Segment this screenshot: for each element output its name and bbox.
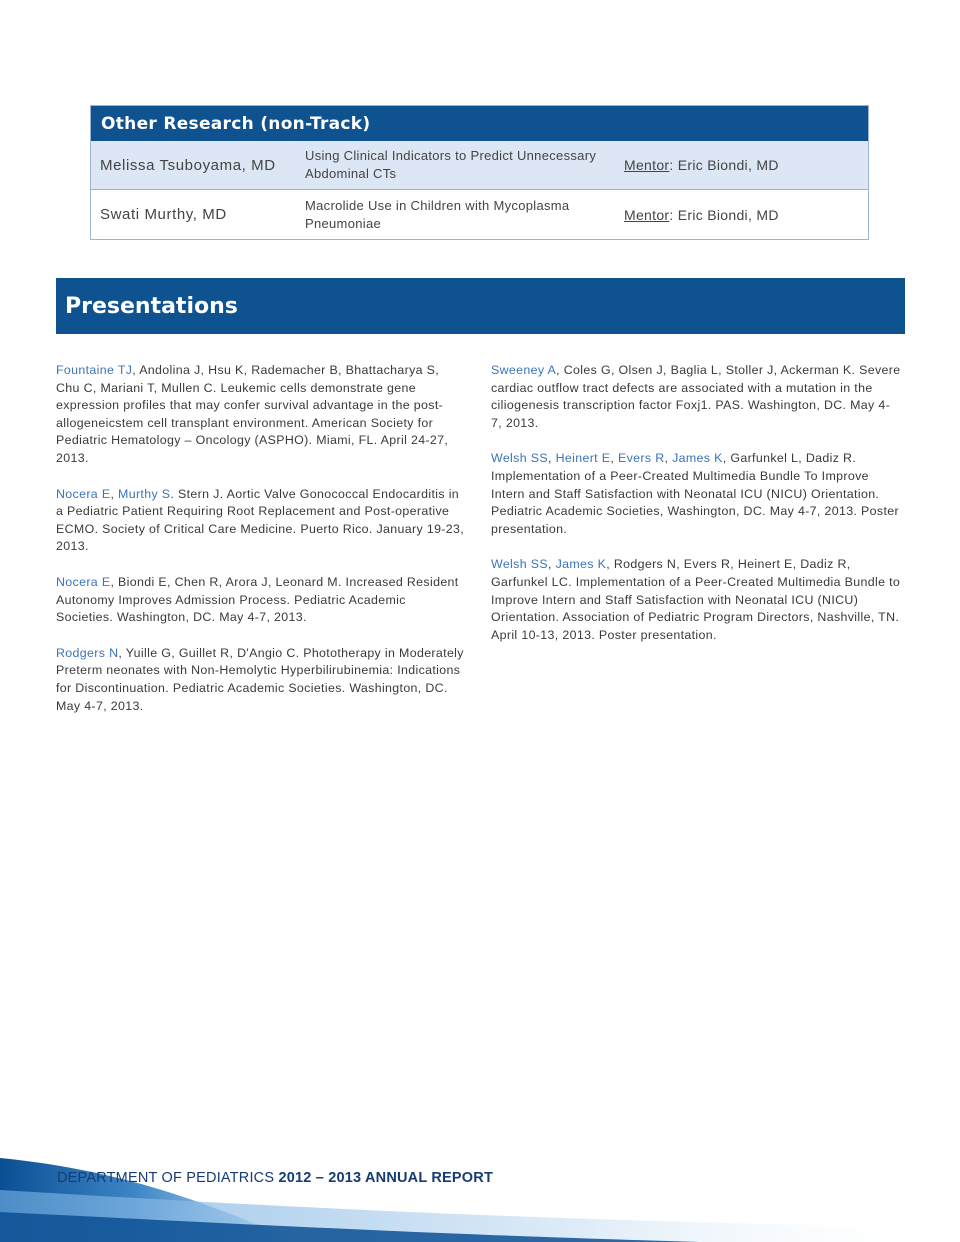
- author-link[interactable]: James K: [672, 451, 723, 466]
- footer-wave-graphic: [0, 1150, 960, 1242]
- author-link[interactable]: Welsh SS: [491, 451, 548, 466]
- mentor-label: Mentor: [624, 157, 670, 173]
- mentor-name: : Eric Biondi, MD: [669, 206, 779, 223]
- citation: [56, 574, 466, 627]
- author-link[interactable]: James K: [555, 557, 607, 572]
- citation: [56, 645, 466, 715]
- citation-text: , Garfunkel L, Dadiz R. Implementation of a Peer-Created Multimedia Bundle To Improve Intern and Staff Satisfaction with Neonatal ICU (NICU) Orientation. Pediatric Academic Societies, Washington, DC. May 4-7, 2013. Poster presentation.: [491, 451, 899, 536]
- citation: Nocera E, Murthy S. Stern J. Aortic Valve Gonococcal Endocarditis in a Pediatric Patient Requiring Root Replacement and Post-operative ECMO. Society of Critical Care Medicine. Puerto Rico. January 19-23, 2013.: [56, 486, 465, 554]
- author-link[interactable]: Heinert E: [555, 451, 611, 466]
- author-link[interactable]: Sweeney A: [491, 363, 557, 377]
- research-row: [91, 190, 868, 239]
- citation: [491, 362, 901, 432]
- citation: Welsh SS, Heinert E, Evers R, James K, Garfunkel L, Dadiz R. Implementation of a Peer-Created Multimedia Bundle To Improve Intern and Staff Satisfaction with Neonatal ICU (NICU) Orientation. Pediatric Academic Societies, Washington, DC. May 4-7, 2013. Poster presentation.: [491, 451, 899, 536]
- presentations-heading: Presentations: [56, 278, 905, 334]
- author-link[interactable]: Welsh SS: [491, 557, 548, 572]
- presentations-right-column: [491, 362, 901, 662]
- other-research-table: [90, 105, 869, 240]
- citation: Welsh SS, James K, Rodgers N, Evers R, Heinert E, Dadiz R, Garfunkel LC. Implementation of a Peer-Created Multimedia Bundle to Improve Intern and Staff Satisfaction with Neonatal ICU (NICU) Orientation. Association of Pediatric Program Directors, Nashville, TN. April 10-13, 2013. Poster presentation.: [491, 557, 901, 642]
- researcher-name: Melissa Tsuboyama, MD: [100, 156, 276, 174]
- citation-text: , Rodgers N, Evers R, Heinert E, Dadiz R, Garfunkel LC. Implementation of a Peer-Created Multimedia Bundle to Improve Intern and Staff Satisfaction with Neonatal ICU (NICU) Orientation. Association of Pediatric Program Directors, Nashville, TN. April 10-13, 2013. Poster presentation.: [491, 557, 901, 642]
- citation-text: , Coles G, Olsen J, Baglia L, Stoller J, Ackerman K. Severe cardiac outflow tract defects are associated with a mutation in the ciliogenesis transcription factor Foxj1. PAS. Washington, DC. May 4-7, 2013.: [491, 363, 901, 430]
- other-research-header: Other Research (non-Track): [91, 106, 868, 141]
- footer-report-years: 2012 – 2013 ANNUAL REPORT: [278, 1170, 493, 1186]
- author-link[interactable]: Evers R: [617, 451, 665, 466]
- mentor-label: Mentor: [624, 206, 670, 223]
- author-link[interactable]: Rodgers N: [56, 645, 119, 660]
- footer-report-title: [57, 1170, 493, 1186]
- presentations-left-column: [56, 362, 466, 733]
- footer-department: DEPARTMENT OF PEDIATRICS: [57, 1170, 275, 1186]
- author-link[interactable]: Nocera E: [56, 486, 111, 501]
- research-title: Using Clinical Indicators to Predict Unnecessary Abdominal CTs: [305, 148, 597, 181]
- author-link[interactable]: Fountaine TJ: [56, 363, 133, 377]
- author-link[interactable]: Murthy S: [118, 486, 171, 501]
- citation-text: , Biondi E, Chen R, Arora J, Leonard M. Increased Resident Autonomy Improves Admission Process. Pediatric Academic Societies. Washington, DC. May 4-7, 2013.: [56, 574, 459, 625]
- researcher-name: Swati Murthy, MD: [100, 206, 227, 223]
- mentor-cell: [614, 207, 779, 223]
- citation-text: . Stern J. Aortic Valve Gonococcal Endocarditis in a Pediatric Patient Requiring Root Replacement and Post-operative ECMO. Society of Critical Care Medicine. Puerto Rico. January 19-23, 2013.: [56, 486, 465, 554]
- research-title: Macrolide Use in Children with Mycoplasma Pneumoniae: [305, 197, 570, 231]
- author-link[interactable]: Nocera E: [56, 574, 111, 589]
- research-row: [91, 141, 868, 190]
- citation-text: , Yuille G, Guillet R, D'Angio C. Phototherapy in Moderately Preterm neonates with Non-Hemolytic Hyperbilirubinemia: Indications for Discontinuation. Pediatric Academic Societies. Washington, DC. May 4-7, 2013.: [56, 645, 464, 713]
- mentor-name: : Eric Biondi, MD: [669, 157, 779, 173]
- citation-text: , Andolina J, Hsu K, Rademacher B, Bhattacharya S, Chu C, Mariani T, Mullen C. Leukemic cells demonstrate gene expression profiles that may confer survival advantage in the post-allogeneicstem cell transplant environment. American Society for Pediatric Hematology – Oncology (ASPHO). Miami, FL. April 24-27, 2013.: [56, 363, 449, 465]
- citation: [56, 362, 466, 468]
- mentor-cell: [614, 157, 779, 173]
